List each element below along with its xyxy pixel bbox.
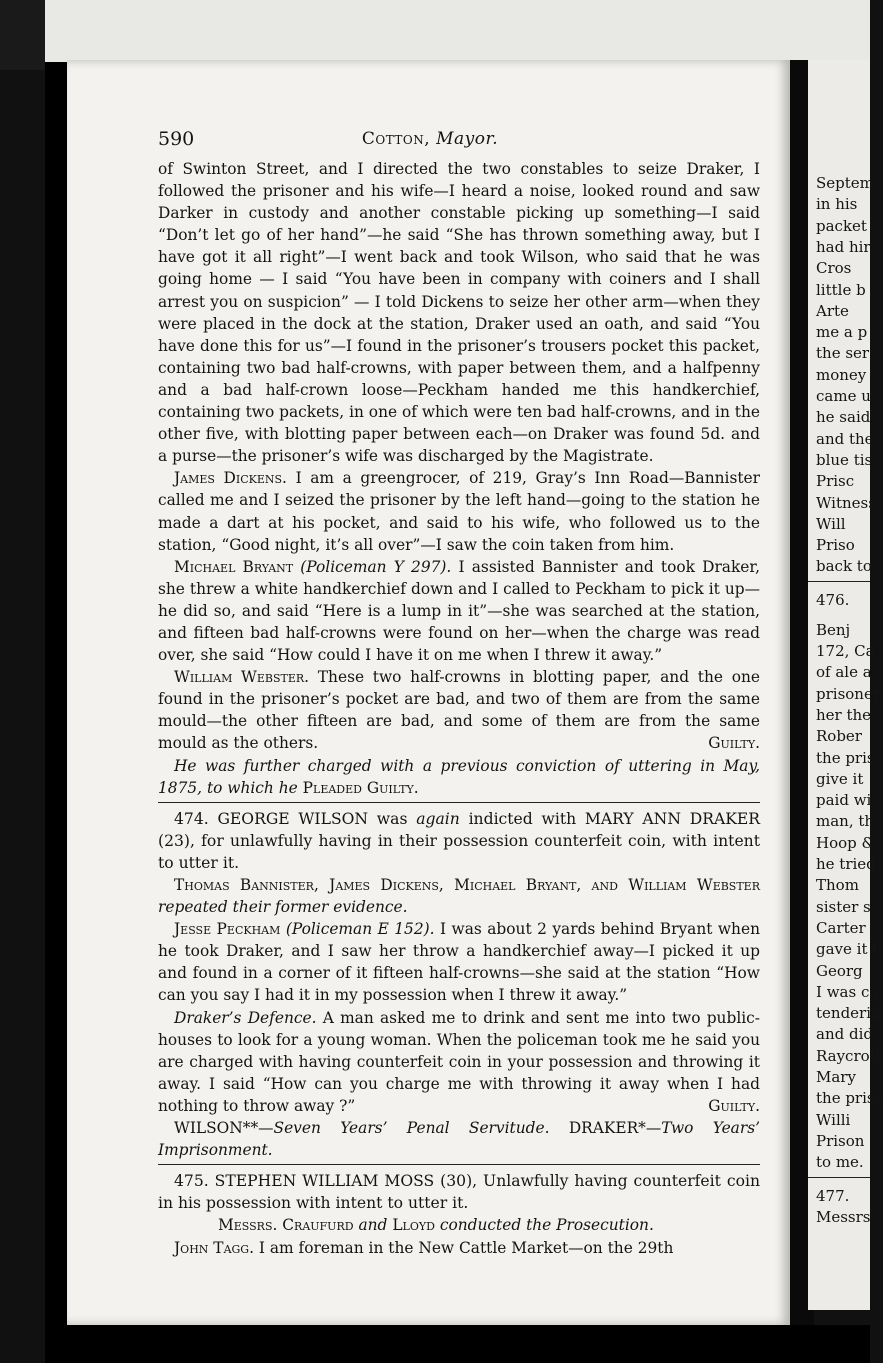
right-page-line: man, th [816, 812, 875, 831]
running-head: Cotton, Mayor. [361, 129, 499, 149]
right-page-line: had hir [816, 237, 871, 256]
book-spine [45, 62, 67, 1363]
verdict: Guilty. [708, 734, 760, 753]
right-page-line: gave it t [816, 940, 879, 959]
right-page-line: to me. [816, 1153, 864, 1172]
witness-role: (Policeman Y 297). [300, 557, 452, 576]
right-page-line: her the [816, 705, 872, 724]
right-page-line: Arte [816, 301, 849, 320]
witness-role: (Policeman E 152). [285, 920, 435, 939]
right-page-line: Prisc [816, 472, 855, 491]
right-page-line: little b [816, 280, 866, 299]
case-475-heading: 475. STEPHEN WILLIAM MOSS (30), Unlawfully having counterfeit coin in his possession with intent to utter it. [158, 1172, 760, 1213]
testimony-bryant: Michael Bryant (Policeman Y 297). I assisted Bannister and took Draker, she threw a white handkerchief down and I called to Peckham to pick it up—he did so, and said “Here is a lump in it”—she was searched at the station, and fifteen bad half-crowns were found on her—when the charge was read over, she said “How could I have it on me when I threw it away.” [158, 557, 760, 665]
page-content [90, 128, 770, 1259]
case-474-heading: 474. GEORGE WILSON was again indicted with MARY ANN DRAKER (23), for unlawfully having in their possession counterfeit coin, with intent to utter it. [158, 809, 760, 872]
continuation-paragraph: of Swinton Street, and I directed the two constables to seize Draker, I followed the prisoner and his wife—I heard a noise, looked round and saw Darker in custody and another constable picking up something—I said “Don’t let go of her hand”—he said “She has thrown something away, but I have got it all right”—I went back and took Wilson, who said that he was going home — I said “You have been in company with coiners and I shall arrest you on suspicion” — I told Dickens to seize her other arm—when they were placed in the dock at the station, Draker used an oath, and said “You have done this for us”—I found in the prisoner’s trousers pocket this packet, containing two bad half-crowns, with paper between them, and a halfpenny and a bad half-crown loose—Peckham handed me this handkerchief, containing two packets, in one of which were ten bad half-crowns, and in the other five, with blotting paper between each—on Draker was found 5d. and a purse—the prisoner’s wife was discharged by the Magistrate. [158, 160, 760, 466]
right-page-line: give it [816, 769, 864, 788]
right-page-line: Rober [816, 727, 862, 746]
right-page-line: me a p [816, 323, 868, 342]
right-page-line: money [816, 365, 867, 384]
right-page-line: I was ca [816, 982, 879, 1001]
right-page-line: came u [816, 387, 871, 405]
defence-label: Draker’s Defence. [174, 1008, 317, 1027]
right-page-line: Thom [816, 876, 859, 895]
repeated-evidence: Thomas Bannister, James Dickens, Michael Bryant, and William Webster repeated their former evidence. [158, 876, 760, 917]
further-charge: He was further charged with a previous conviction of uttering in May, 1875, to which he Pleaded Guilty. [158, 756, 760, 797]
right-page-line: Mary [816, 1068, 856, 1086]
right-page-line: the prisc [816, 1089, 883, 1108]
sentence: WILSON**—Seven Years’ Penal Servitude. DRAKER*—Two Years’ Imprisonment. [158, 1119, 760, 1160]
right-page-line: Will [816, 514, 846, 533]
page-header [90, 128, 770, 158]
right-page-line: tenderin [816, 1004, 881, 1023]
witness-name: William Webster. [174, 668, 310, 687]
right-page-line: he tried [816, 855, 876, 873]
case-divider [158, 802, 760, 803]
right-page-line: Raycroft [816, 1046, 882, 1065]
right-page-line: Georg [816, 961, 863, 980]
witness-name: Michael Bryant [174, 557, 294, 576]
right-page-line: and the [816, 429, 874, 448]
right-page-line: Carter c [816, 918, 879, 937]
right-page-line: Willi [816, 1110, 851, 1129]
right-page-line: Cros [816, 259, 852, 278]
right-page-line: packet [816, 216, 867, 235]
right-page-line: Priso [816, 536, 855, 555]
right-page-line: and did [816, 1025, 873, 1044]
verdict: Guilty. [708, 1096, 760, 1115]
right-page-line: the ser [816, 344, 870, 363]
right-page-line: Hoop & [816, 833, 875, 852]
testimony-tagg: John Tagg. I am foreman in the New Cattle Market—on the 29th [174, 1238, 674, 1257]
book-edge-shadow [0, 0, 45, 70]
scanner-background-bottom [45, 1325, 870, 1363]
right-page-line: 172, Ca [816, 642, 875, 660]
testimony-dickens: James Dickens. I am a greengrocer, of 219, Gray’s Inn Road—Bannister called me and I seized the prisoner by the left hand—going to the station he made a dart at his pocket, and said to his wife, who followed us to the station, “Good night, it’s all over”—I saw the coin taken from him. [158, 469, 760, 554]
testimony-peckham: Jesse Peckham (Policeman E 152). I was about 2 yards behind Bryant when he took Draker, and I saw her throw a handkerchief away—I picked it up and found in a corner of it fifteen half-crowns—she said at the station “How can you say I had it in my possession when I threw it away.” [158, 920, 760, 1005]
right-page-line: 477. [816, 1186, 850, 1205]
prosecution-note: Messrs. Craufurd and Lloyd conducted the Prosecution. [218, 1216, 654, 1235]
right-page-line: Messrs. [816, 1207, 876, 1226]
case-divider [158, 1164, 760, 1165]
right-page-line: blue tis [816, 450, 873, 469]
right-page-rule [808, 1177, 870, 1178]
right-page-rule [808, 581, 870, 582]
right-page-line: of ale a [816, 663, 872, 682]
defence: Draker’s Defence. A man asked me to drink and sent me into two public-houses to look for a young woman. When the policeman took me he said you are charged with having counterfeit coin in your possession and throwing it away. I said “How can you charge me with throwing it away when I had nothing to throw away ?” Guilty. [158, 1007, 760, 1117]
right-page-line: Witness [816, 493, 876, 512]
witness-name: John Tagg. [174, 1238, 254, 1257]
right-page-line: Septem [816, 174, 874, 192]
right-page-line: paid wi [816, 791, 872, 810]
right-page-line: 476. [816, 590, 850, 609]
testimony-webster: William Webster. These two half-crowns in blotting paper, and the one found in the prisoner’s pocket are bad, and two of them are from the same mould—the other fifteen are bad, and some of them are from the same mould as the others. Guilty. [158, 666, 760, 754]
right-page-line: the pris [816, 748, 875, 767]
right-page-line: Benj [816, 620, 851, 639]
right-page-line: back to [816, 557, 872, 576]
right-page-line: in his [816, 195, 858, 214]
witness-name: Jesse Peckham [174, 920, 281, 939]
right-page-line: Prison [816, 1131, 865, 1150]
page-number: 590 [158, 128, 195, 150]
right-page-line: sister s [816, 897, 871, 916]
right-page-fragment [808, 60, 883, 1310]
witness-name: James Dickens. [174, 469, 287, 488]
right-page-line: he said [816, 408, 871, 427]
right-page-line: prisoner [816, 684, 881, 703]
